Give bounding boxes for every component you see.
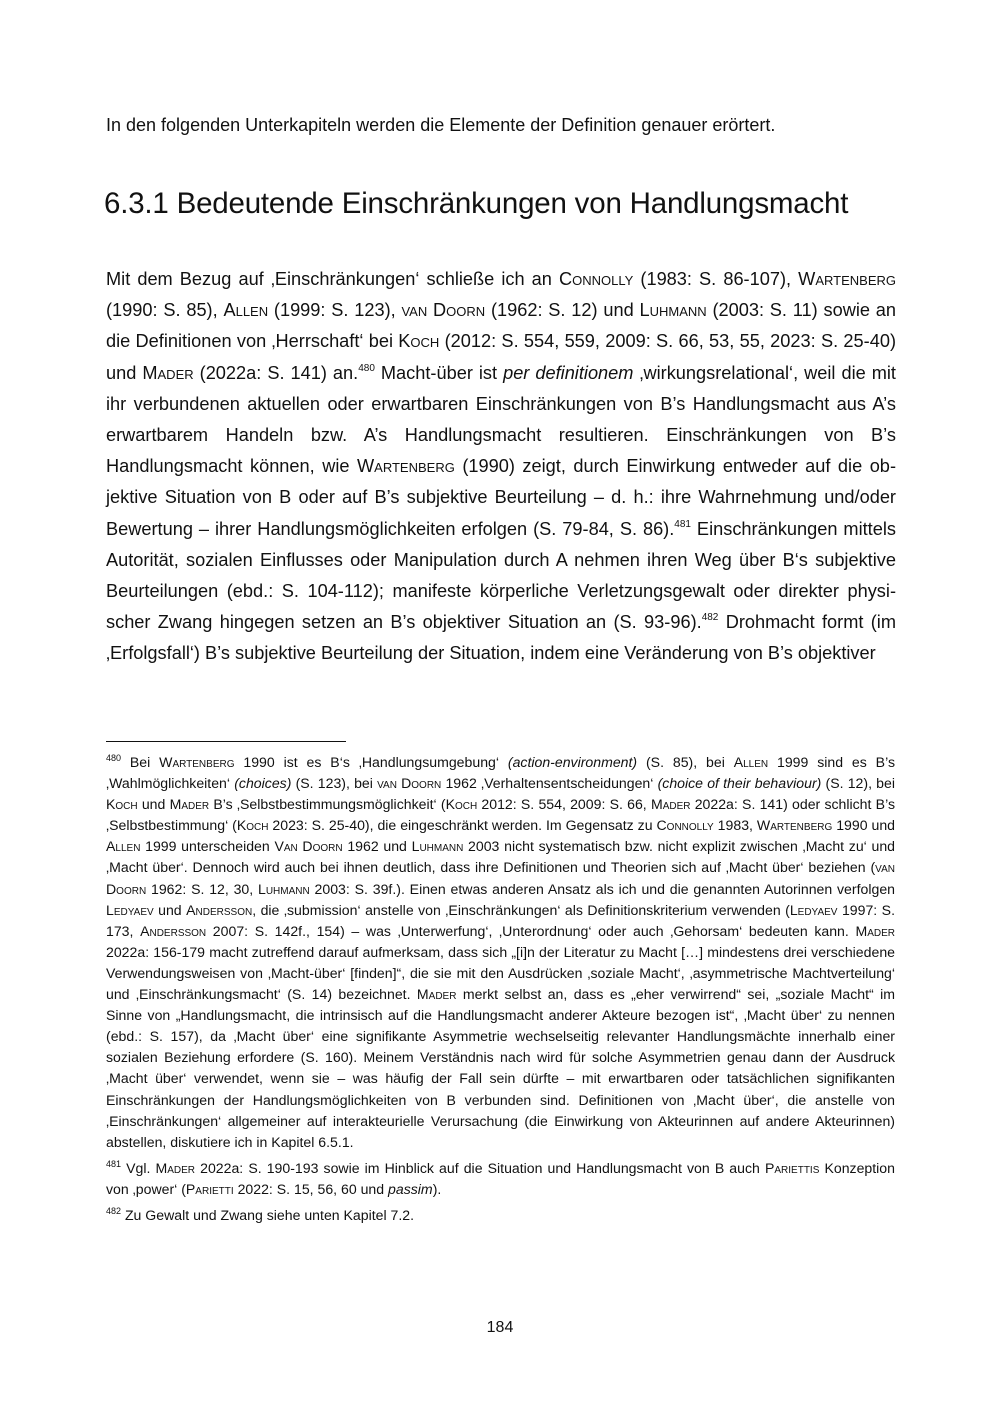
text-run: Drohmacht formt (im ‚Erfolgsfall‘) B’s subjektive Beurteilung der Situation, indem eine Veränderung von B’s objektiver: [106, 612, 896, 664]
author-name: van Doorn: [106, 859, 895, 897]
text-run: 2003 nicht systematisch bzw. nicht explizit zwischen ‚Macht zu‘ und ‚Macht über‘. Dennoch wird auch bei ihnen deutlich, dass ihre Definitionen und Theorien sich auf ‚Macht über‘ beziehen (: [106, 838, 896, 876]
text-run: (1983: S. 86-107),: [633, 269, 799, 289]
author-name: Mader: [155, 1159, 196, 1176]
text-run: (2022a: S. 141) an.: [193, 362, 359, 383]
author-name: Mader: [142, 362, 194, 383]
author-name: Allen: [223, 300, 269, 321]
text-run: Einschränkungen mittels Autorität, sozialen Einflusses oder Manipulation durch A nehmen ihren Weg über B‘s subjektive Beurteilungen (ebd.: S. 104-112); manifeste körperliche Verletzungsgewalt oder direkter physischer Zwang hingegen setzen an B’s objektiver Situation an (S. 93-96).: [106, 518, 896, 633]
author-name: Parietti: [185, 1180, 234, 1197]
emphasis-text: (choice of their behaviour): [657, 775, 822, 792]
text-run: (S. 123), bei: [291, 775, 378, 792]
text-run: 1962: S. 12, 30,: [146, 880, 258, 897]
text-run: (1962: S. 12) und: [485, 300, 640, 321]
text-run: (1990) zeigt, durch Einwirkung entweder auf die objektive Situation von B oder auf B’s subjektive Beurteilung – d. h.: ihre Wahrnehmung und/oder Bewertung – ihrer Handlungsmöglichkeiten erfolgen (S. 79-84, S. 86).: [106, 456, 896, 539]
text-run: 1990 ist es B‘s ‚Handlungsumgebung‘: [234, 754, 508, 770]
text-run: (S. 85), bei: [637, 754, 734, 770]
author-name: Andersson: [186, 901, 253, 918]
footnote-ref-481[interactable]: 481: [674, 518, 691, 530]
author-name: Koch: [398, 331, 440, 352]
text-run: B’s ‚Selbstbestimmungsmöglichkeit‘ (: [209, 796, 446, 813]
text-run: 1990 und: [832, 817, 895, 834]
text-run: 2003: S. 39f.). Einen etwas anderen Ansatz als ich und die genannten Autorinnen verfolgen: [309, 880, 895, 897]
text-run: merkt selbst an, dass es „eher verwirrend“ sei, „soziale Macht“ im Sinne von „Handlungsmacht, die intrinsisch auf die Handlungsmacht anderer Akteure bezogen ist“, ‚Macht über‘ zu nennen (ebd.: S. 157), da ‚Macht über‘ eine signifikante Asymmetrie wechselseitig relevanter Handlungsmächte innerhalb einer sozialen Beziehung erfordere (S. 160). Meinem Verständnis nach wird für solche Asymmetrien genau dann der Ausdruck ‚Macht über‘ verwendet, wenn sie – was häufig der Fall sein dürfte – mit erwartbaren oder tatsächlichen signifikanten Einschränkungen der Handlungsmöglichkeiten von B verbunden sind. Definitionen von ‚Macht über‘, die anstelle von ‚Einschränkungen‘ allgemeiner auf interakteurielle Verursachung (die Einwirkung von Akteurinnen auf andere Akteurinnen) abstellen, diskutiere ich in Kapitel 6.5.1.: [106, 986, 895, 1150]
author-name: Koch: [106, 796, 138, 813]
author-name: Wartenberg: [357, 456, 455, 477]
text-run: 2022: S. 15, 56, 60 und: [233, 1180, 389, 1197]
page-number: 184: [486, 1319, 514, 1336]
footnote-number: 480: [106, 753, 122, 763]
text-run: Bei: [121, 754, 160, 770]
emphasis-text: (choices): [234, 775, 292, 792]
text-run: (2003: S. 11) sowie an die Definitionen von ‚Herrschaft‘ bei: [106, 300, 897, 352]
section-heading: 6.3.1 Bedeutende Einschränkungen von Handlungsmacht: [104, 187, 849, 220]
author-name: Mader: [855, 922, 895, 939]
text-run: 2022a: 156-179 macht zutreffend darauf aufmerksam, dass sich „[i]n der Literatur zu Macht […] mindestens drei verschiedene Verwendungsweisen von ‚Macht-über‘ [finden]“, die sie mit den Ausdrücken ‚soziale Macht‘, ‚asymmetrische Machtverteilung‘ und ‚Einschränkungsmacht‘ (S. 14) bezeichnet.: [106, 943, 895, 1003]
author-name: Luhmann: [411, 838, 464, 855]
emphasis-text: (action-environment): [507, 754, 638, 770]
author-name: Allen: [106, 838, 141, 855]
author-name: Wartenberg: [756, 817, 833, 834]
text-run: (1990: S. 85),: [106, 300, 224, 321]
text-run: ‚wirkungsrelational‘, weil die mit ihr verbundenen aktuellen oder erwartbaren Einschränkungen von B’s Handlungsmacht aus A’s erwartbarem Handeln bzw. A’s Handlungsmacht resultieren. Einschränkungen von B’s Handlungsmacht können, wie: [106, 362, 896, 477]
footnote-481: [106, 1158, 895, 1200]
author-name: Van Doorn: [274, 838, 343, 855]
emphasis-text: per definitionem: [503, 362, 634, 383]
author-name: Andersson: [140, 922, 207, 939]
footnotes: [106, 752, 895, 1231]
author-name: Connolly: [656, 817, 714, 834]
footnote-separator: [106, 741, 346, 742]
text-run: (S. 12), bei: [821, 775, 895, 792]
text-run: (1999: S. 123),: [268, 300, 402, 321]
text-run: und: [153, 901, 187, 918]
text-run: und: [137, 796, 170, 813]
text-run: 2022a: S. 190-193 sowie im Hinblick auf die Situation und Handlungsmacht von B auch: [195, 1159, 765, 1176]
text-run: 1999 sind es B’s ‚Wahlmöglichkeiten‘: [106, 754, 896, 792]
text-run: 2022a: S. 141) oder schlicht B’s ‚Selbstbestimmung‘ (: [106, 796, 895, 834]
author-name: Mader: [650, 796, 691, 813]
text-run: 1999 unterscheiden: [140, 838, 275, 855]
text-run: 2012: S. 554, 2009: S. 66,: [477, 796, 651, 813]
author-name: Luhmann: [639, 300, 707, 321]
text-run: (2012: S. 554, 559, 2009: S. 66, 53, 55, 2023: S. 25-40) und: [106, 331, 896, 383]
intro-sentence: In den folgenden Unterkapiteln werden die Elemente der Definition genauer erörtert.: [106, 115, 776, 135]
text-run: ).: [432, 1180, 442, 1197]
text-run: Konzeption von ‚power‘ (: [106, 1159, 895, 1197]
text-run: 1962 ‚Verhaltensentscheidungen‘: [441, 775, 658, 792]
author-name: Allen: [733, 754, 769, 770]
author-name: Connolly: [559, 269, 634, 289]
author-name: Ledyaev: [789, 901, 838, 918]
author-name: Wartenberg: [798, 269, 896, 289]
text-run: Mit dem Bezug auf ‚Einschränkungen‘ schließe ich an: [106, 269, 559, 289]
text-run: , die ‚submission‘ anstelle von ‚Einschränkungen‘ als Definitionskriterium verwenden (: [252, 901, 790, 918]
footnote-482: [106, 1205, 895, 1226]
body-paragraph: [106, 264, 896, 670]
text-run: Vgl.: [121, 1159, 156, 1176]
footnote-ref-482[interactable]: 482: [701, 612, 719, 624]
author-name: Koch: [236, 817, 269, 834]
footnote-number: 482: [106, 1205, 122, 1216]
text-run: Zu Gewalt und Zwang siehe unten Kapitel 7.2.: [121, 1206, 415, 1223]
text-run: 1997: S. 173,: [106, 901, 895, 939]
footnote-480: [106, 752, 895, 1153]
author-name: Pariettis: [764, 1159, 820, 1176]
author-name: Luhmann: [258, 880, 310, 897]
author-name: Wartenberg: [159, 754, 235, 770]
emphasis-text: passim: [388, 1180, 433, 1197]
author-name: van Doorn: [377, 775, 442, 792]
text-run: Macht-über ist: [374, 362, 504, 383]
footnote-ref-480[interactable]: 480: [358, 362, 375, 374]
footnote-number: 481: [106, 1158, 122, 1169]
author-name: Mader: [416, 986, 457, 1003]
author-name: Mader: [169, 796, 210, 813]
text-run: 2007: S. 142f., 154) – was ‚Unterwerfung‘, ‚Unterordnung‘ oder auch ‚Gehorsam‘ bedeuten kann.: [206, 922, 856, 939]
author-name: Ledyaev: [106, 901, 154, 918]
author-name: Koch: [445, 796, 478, 813]
text-run: 1983,: [713, 817, 757, 834]
text-run: 1962 und: [342, 838, 412, 855]
author-name: van Doorn: [401, 300, 486, 321]
text-run: 2023: S. 25-40), die eingeschränkt werden. Im Gegensatz zu: [268, 817, 657, 834]
